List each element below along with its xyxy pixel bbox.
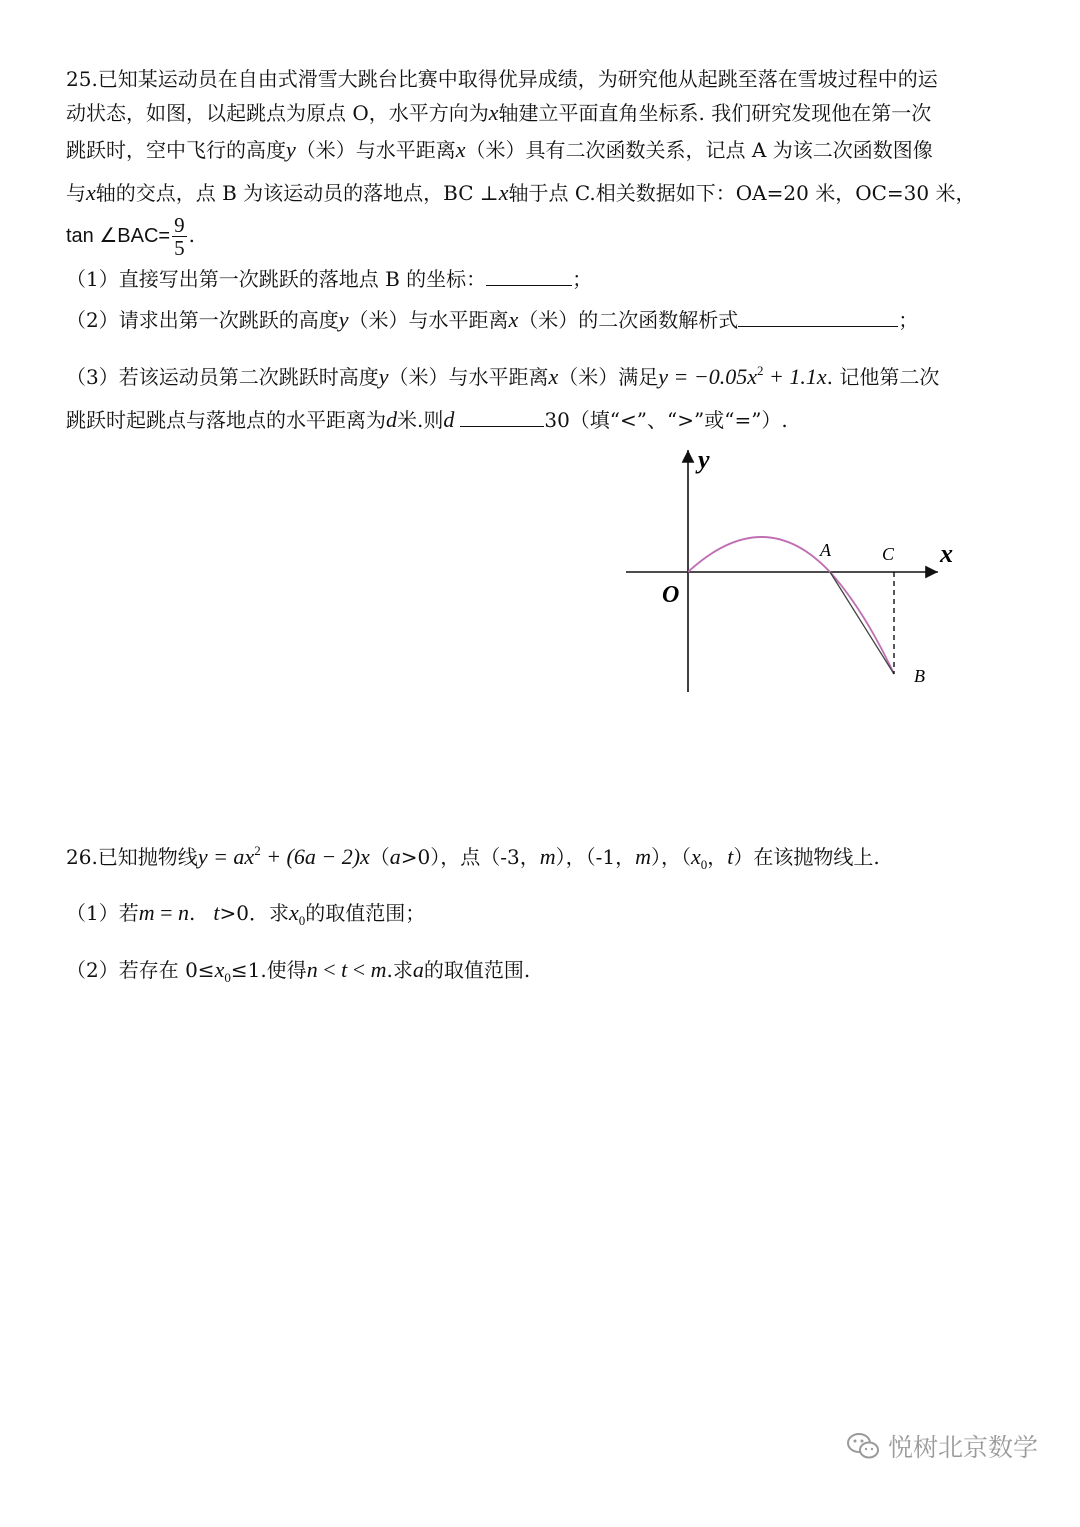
q26-part-1: （1）若m = n. t>0．求$x_0$的取值范围； [66, 900, 426, 928]
watermark [846, 1428, 1038, 1464]
q25-part-1: （1）直接写出第一次跳跃的落地点 B 的坐标： ； [66, 267, 593, 291]
answer-blank-3[interactable] [460, 406, 544, 427]
q25-line-3: 跳跃时，空中飞行的高度y（米）与水平距离x（米）具有二次函数关系，记点 A 为该二次函数图像 [66, 137, 933, 162]
q25-part-2: （2）请求出第一次跳跃的高度y（米）与水平距离x（米）的二次函数解析式 ； [66, 307, 919, 332]
q25-line-1: 25.已知某运动员在自由式滑雪大跳台比赛中取得优异成绩，为研究他从起跳至落在雪坡过程中的运 [66, 67, 938, 91]
parabola-arc [688, 537, 830, 572]
wechat-icon [846, 1431, 880, 1461]
q26-line-1: 26.已知抛物线$y = ax^2 + (6a - 2)x(a>0)$，点（-3，m），（-1，m），（$x_0$，t）在该抛物线上. [66, 843, 880, 872]
q25-line-4: 与x轴的交点，点 B 为该运动员的落地点，BC ⊥x轴于点 C.相关数据如下：OA=20 米，OC=30 米， [66, 180, 976, 205]
y-axis-label: y [698, 445, 710, 474]
answer-blank-2[interactable] [738, 306, 898, 327]
q25-part-3: （3）若该运动员第二次跳跃时高度y（米）与水平距离x（米）满足$y = -0.05x^2 + 1.1x$. 记他第二次 [66, 363, 940, 389]
q26-part-2: （2）若存在 $0\le x_0\le 1$.使得n < t < m.求a的取值范围. [66, 957, 531, 985]
answer-blank-1[interactable] [486, 265, 572, 286]
point-a-label: A [820, 540, 831, 560]
origin-label: O [662, 582, 680, 608]
q25-part-3-cont: 跳跃时起跳点与落地点的水平距离为d米.则d 30（填“<”、“>”或“=”）. [66, 407, 788, 432]
watermark-text: 悦树北京数学 [888, 1433, 1039, 1462]
coordinate-figure [618, 440, 978, 700]
segment-ab [830, 572, 894, 674]
q25-line-2: 动状态，如图，以起跳点为原点 O，水平方向为x轴建立平面直角坐标系. 我们研究发现他在第一次 [66, 100, 932, 125]
point-c-label: C [882, 544, 895, 564]
fraction-9-5: $\frac{9}{5}$ [174, 213, 185, 260]
q25-line-5: tan ∠BAC= $\frac{9}{5}$ . [66, 213, 195, 260]
point-b-label: B [914, 666, 925, 686]
x-axis-label: x [940, 539, 953, 568]
